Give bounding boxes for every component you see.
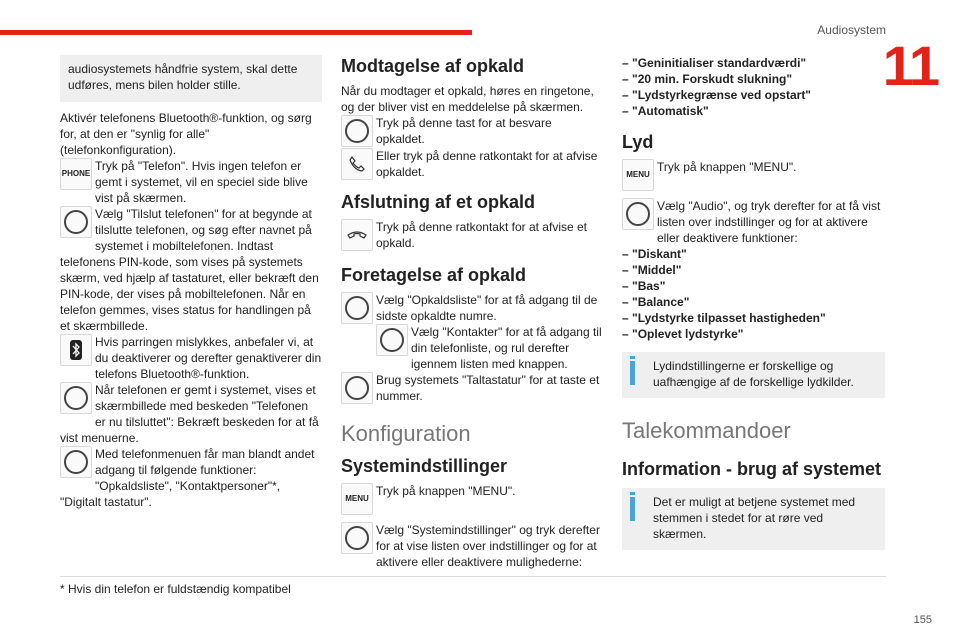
- list-item: – "Lydstyrkegrænse ved opstart": [622, 88, 811, 102]
- bluetooth-icon: [60, 334, 92, 366]
- footnote-divider: [60, 576, 886, 577]
- heading-make-call: Foretagelse af opkald: [341, 265, 527, 285]
- audio-paragraph: Vælg "Audio", og tryk derefter for at få vist listen over indstillinger og for at aktivere eller deaktivere funktioner:: [657, 199, 881, 245]
- touch-icon: [60, 446, 92, 478]
- contacts-paragraph: Vælg "Kontakter" for at få adgang til din telefonliste, og rul derefter igennem listen med knappen.: [411, 325, 602, 371]
- list-item: – "Automatisk": [622, 104, 709, 118]
- touch-icon: [341, 115, 373, 147]
- list-item: – "Diskant": [622, 247, 687, 261]
- heading-system-settings: Systemindstillinger: [341, 456, 508, 476]
- chapter-number: 11: [882, 34, 938, 97]
- heading-configuration: Konfiguration: [341, 421, 471, 446]
- connect-paragraph: Vælg "Tilslut telefonen" for at begynde at tilslutte telefonen, og søg efter navnet på systemet i mobiltelefonen. Indtast telefonens PIN-kode, som vises på systemets skærm, ved hjælp af tastaturet, eller bekræft den PIN-kode, der vises på mobiltelefonen. Når en telefon gemmes, vises status for handlingen på et skærmbillede.: [60, 207, 319, 333]
- system-settings-paragraph: Vælg "Systemindstillinger" og tryk derefter for at vise listen over indstillinger og for at aktivere eller deaktivere mulighederne:: [376, 523, 600, 569]
- connected-paragraph: Når telefonen er gemt i systemet, vises et skærmbillede med beskeden "Telefonen er nu tilsluttet": Bekræft beskeden for at få vist menuerne.: [60, 383, 319, 445]
- end-call-paragraph: Tryk på denne ratkontakt for at afvise et opkald.: [376, 220, 587, 250]
- bluetooth-paragraph: Aktivér telefonens Bluetooth®-funktion, og sørg for, at den er "synlig for alle" (telefonkonfiguration).: [60, 111, 312, 157]
- section-title: Audiosystem: [817, 23, 886, 37]
- heading-info-usage: Information - brug af systemet: [622, 459, 882, 479]
- keypad-paragraph: Brug systemets "Taltastatur" for at taste et nummer.: [376, 373, 600, 403]
- info-icon: [630, 497, 635, 521]
- menu-button-icon: MENU: [622, 159, 654, 191]
- hang-up-icon: [341, 219, 373, 251]
- column-1: [60, 55, 322, 510]
- heading-receive-call: Modtagelse af opkald: [341, 56, 525, 76]
- phone-paragraph: Tryk på "Telefon". Hvis ingen telefon er gemt i systemet, vil en speciel side blive vist på skærmen.: [95, 159, 308, 205]
- phone-button-icon: PHONE: [60, 158, 92, 190]
- touch-icon: [341, 372, 373, 404]
- list-item: – "Lydstyrke tilpasset hastigheden": [622, 311, 826, 325]
- touch-icon: [60, 382, 92, 414]
- info-box: [60, 55, 322, 102]
- touch-icon: [341, 522, 373, 554]
- touch-icon: [341, 292, 373, 324]
- note-text: Lydindstillingerne er forskellige og uafhængige af de forskellige lydkilder.: [653, 359, 854, 389]
- heading-sound: Lyd: [622, 132, 654, 152]
- touch-icon: [60, 206, 92, 238]
- receive-paragraph: Når du modtager et opkald, høres en ringetone, og der bliver vist en meddelelse på skærmen.: [341, 84, 594, 114]
- footnote: * Hvis din telefon er fuldstændig kompatibel: [60, 582, 291, 596]
- list-item: – "Balance": [622, 295, 690, 309]
- list-item: – "20 min. Forskudt slukning": [622, 72, 793, 86]
- phone-handset-icon: [341, 148, 373, 180]
- info-note: [622, 352, 885, 398]
- note-text: Det er muligt at betjene systemet med stemmen i stedet for at røre ved skærmen.: [653, 495, 856, 541]
- box-text: audiosystemets håndfrie system, skal dette udføres, mens bilen holder stille.: [68, 62, 298, 92]
- list-item: – "Bas": [622, 279, 666, 293]
- pairing-paragraph: Hvis parringen mislykkes, anbefaler vi, at du deaktiverer og derefter genaktiverer din telefons Bluetooth®-funktion.: [95, 335, 322, 381]
- header-red-bar: [0, 30, 472, 35]
- audio-list: [622, 246, 885, 342]
- heading-voice-commands: Talekommandoer: [622, 418, 791, 443]
- settings-list: [622, 55, 885, 119]
- list-item: – "Oplevet lydstyrke": [622, 327, 744, 341]
- reject-paragraph: Eller tryk på denne ratkontakt for at afvise opkaldet.: [376, 149, 598, 179]
- page-number: 155: [913, 614, 932, 626]
- touch-icon: [376, 324, 408, 356]
- column-3: [622, 55, 885, 550]
- sound-menu-paragraph: Tryk på knappen "MENU".: [657, 160, 797, 174]
- answer-paragraph: Tryk på denne tast for at besvare opkaldet.: [376, 116, 552, 146]
- list-item: – "Geninitialiser standardværdi": [622, 56, 807, 70]
- call-list-paragraph: Vælg "Opkaldsliste" for at få adgang til de sidste opkaldte numre.: [376, 293, 598, 323]
- menu-functions-paragraph: Med telefonmenuen får man blandt andet adgang til følgende funktioner: "Opkaldsliste", "Kontaktpersoner"*, "Digitalt tastatur".: [60, 447, 315, 509]
- list-item: – "Middel": [622, 263, 682, 277]
- menu-button-icon: MENU: [341, 483, 373, 515]
- info-note: [622, 488, 885, 550]
- touch-icon: [622, 198, 654, 230]
- info-icon: [630, 361, 635, 385]
- column-2: [341, 55, 603, 570]
- menu-paragraph: Tryk på knappen "MENU".: [376, 484, 516, 498]
- heading-end-call: Afslutning af et opkald: [341, 192, 536, 212]
